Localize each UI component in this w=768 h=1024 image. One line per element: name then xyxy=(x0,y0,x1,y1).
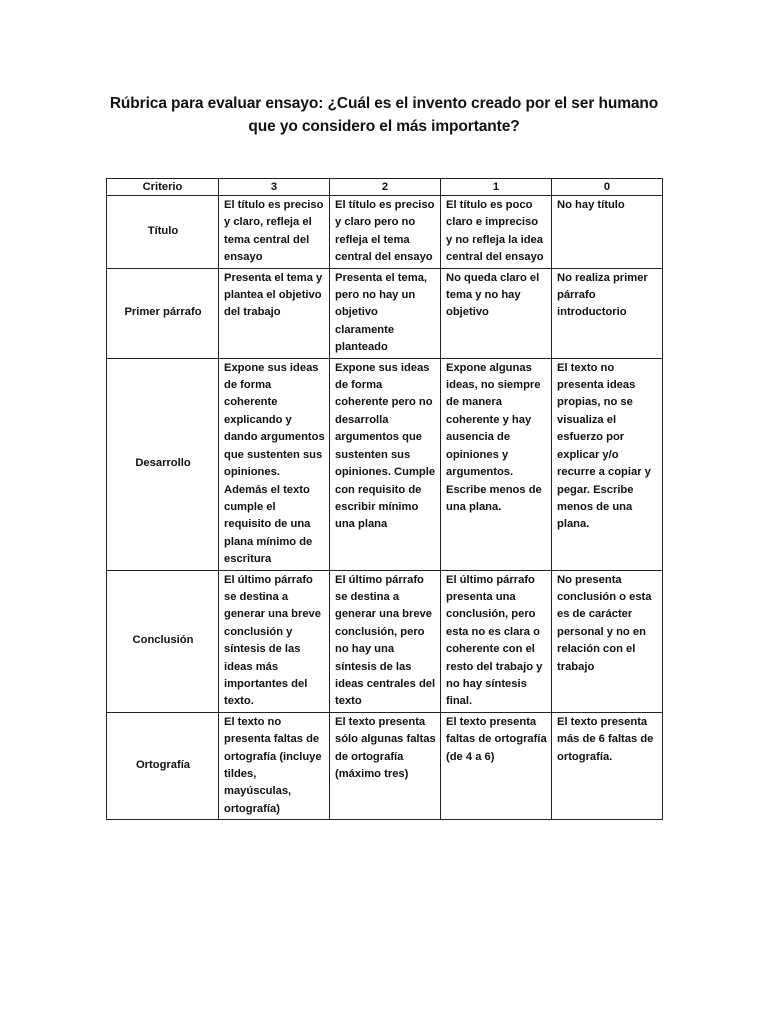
table-cell: Expone sus ideas de forma coherente pero no desarrolla argumentos que sustenten sus opiniones. Cumple con requisito de escribir mínimo una plana xyxy=(330,358,441,570)
table-cell: El texto presenta sólo algunas faltas de ortografía (máximo tres) xyxy=(330,712,441,819)
table-cell: El título es preciso y claro pero no refleja el tema central del ensayo xyxy=(330,196,441,269)
header-score-1: 1 xyxy=(441,179,552,196)
document-title xyxy=(60,92,708,138)
criterion-titulo: Título xyxy=(107,196,219,269)
criterion-conclusion: Conclusión xyxy=(107,570,219,712)
header-score-0: 0 xyxy=(552,179,663,196)
document-title-line-1: Rúbrica para evaluar ensayo: ¿Cuál es el invento creado por el ser humano xyxy=(109,95,659,112)
rubric-table xyxy=(106,178,663,820)
table-row xyxy=(107,268,663,358)
header-criterio: Criterio xyxy=(107,179,219,196)
table-cell: Expone sus ideas de forma coherente explicando y dando argumentos que sustenten sus opiniones. Además el texto cumple el requisito de una plana mínimo de escritura xyxy=(219,358,330,570)
table-cell: El último párrafo se destina a generar una breve conclusión, pero no hay una síntesis de las ideas centrales del texto xyxy=(330,570,441,712)
table-cell: El texto presenta faltas de ortografía (de 4 a 6) xyxy=(441,712,552,819)
table-cell: El último párrafo presenta una conclusión, pero esta no es clara o coherente con el resto del trabajo y no hay síntesis final. xyxy=(441,570,552,712)
document-title-line-2: que yo considero el más importante? xyxy=(248,118,520,135)
criterion-ortografia: Ortografía xyxy=(107,712,219,819)
header-score-2: 2 xyxy=(330,179,441,196)
rubric-header-row xyxy=(107,179,663,196)
table-cell: El texto no presenta faltas de ortografía (incluye tildes, mayúsculas, ortografía) xyxy=(219,712,330,819)
table-cell: No realiza primer párrafo introductorio xyxy=(552,268,663,358)
table-cell: No queda claro el tema y no hay objetivo xyxy=(441,268,552,358)
table-cell: El título es preciso y claro, refleja el tema central del ensayo xyxy=(219,196,330,269)
table-row xyxy=(107,358,663,570)
table-row xyxy=(107,570,663,712)
table-cell: No hay título xyxy=(552,196,663,269)
table-cell: El texto presenta más de 6 faltas de ortografía. xyxy=(552,712,663,819)
table-cell: El texto no presenta ideas propias, no se visualiza el esfuerzo por explicar y/o recurre a copiar y pegar. Escribe menos de una plana. xyxy=(552,358,663,570)
table-cell: No presenta conclusión o esta es de carácter personal y no en relación con el trabajo xyxy=(552,570,663,712)
table-cell: Presenta el tema, pero no hay un objetivo claramente planteado xyxy=(330,268,441,358)
table-row xyxy=(107,196,663,269)
criterion-primer-parrafo: Primer párrafo xyxy=(107,268,219,358)
header-score-3: 3 xyxy=(219,179,330,196)
table-cell: El título es poco claro e impreciso y no refleja la idea central del ensayo xyxy=(441,196,552,269)
table-cell: El último párrafo se destina a generar una breve conclusión y síntesis de las ideas más importantes del texto. xyxy=(219,570,330,712)
criterion-desarrollo: Desarrollo xyxy=(107,358,219,570)
table-cell: Presenta el tema y plantea el objetivo del trabajo xyxy=(219,268,330,358)
table-cell: Expone algunas ideas, no siempre de manera coherente y hay ausencia de opiniones y argumentos. Escribe menos de una plana. xyxy=(441,358,552,570)
table-row xyxy=(107,712,663,819)
